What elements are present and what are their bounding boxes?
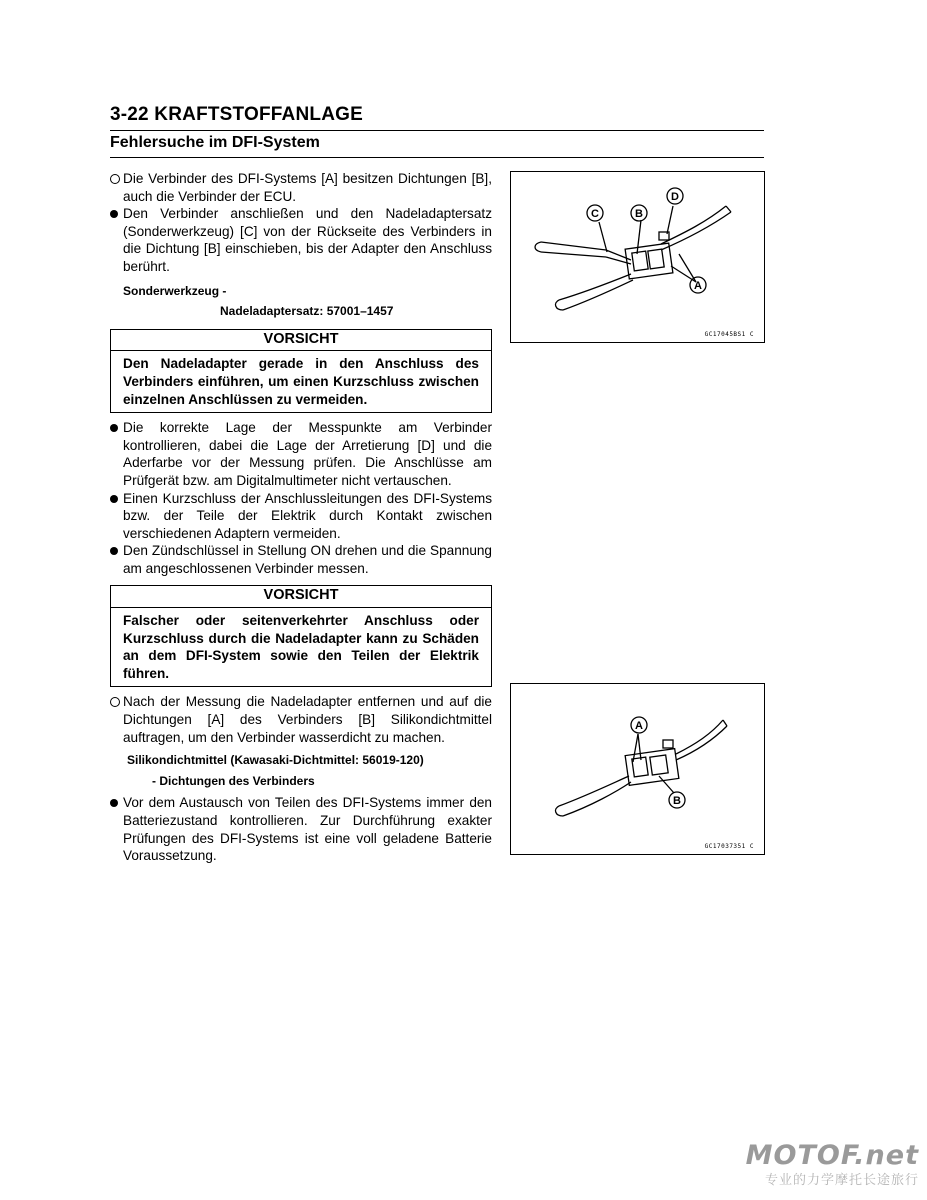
list-item: Einen Kurzschluss der Anschlussleitungen des DFI-Systems bzw. der Teile der Elektrik durch Kontakt zwischen verschiedenen Adaptern vermeiden.: [110, 490, 492, 543]
sealant-note: - Dichtungen des Verbinders: [152, 773, 315, 788]
label-a: A: [635, 720, 643, 732]
figure-code: GC17045BS1 C: [704, 331, 754, 338]
bullet-icon: [110, 542, 123, 560]
open-circle-bullet-icon: [110, 170, 123, 189]
label-a: A: [694, 280, 702, 292]
special-tool-label: Sonderwerkzeug -: [123, 283, 227, 298]
caution-text: Falscher oder seitenverkehrter Anschluss oder Kurzschluss durch die Nadeladapter kann zu Schäden an dem DFI-System sowie den Teilen der Elektrik führen.: [123, 613, 479, 681]
bullet-icon: [110, 794, 123, 812]
label-c: C: [591, 208, 599, 220]
sealant-label: Silikondichtmittel (Kawasaki-Dichtmittel: 56019-120): [127, 753, 424, 768]
caution-box: [110, 329, 492, 413]
figure-connector-needle-adapter: [510, 171, 765, 343]
figure-connector-seals: [510, 683, 765, 855]
subsection-title: Fehlersuche im DFI-System: [110, 134, 764, 158]
caution-box: [110, 585, 492, 687]
label-b: B: [635, 208, 643, 220]
connector-illustration: [511, 172, 764, 342]
bullet-icon: [110, 419, 123, 437]
watermark-logo: MOTOF.net: [745, 1140, 919, 1171]
figure-code: GC17037351 C: [704, 843, 754, 850]
connector-seal-illustration: [511, 684, 764, 854]
list-item: Den Verbinder anschließen und den Nadeladaptersatz (Sonderwerkzeug) [C] von der Rückseite des Verbinders in die Dichtung [B] einschieben, bis der Adapter den Anschluss berührt.: [110, 205, 492, 275]
bullet-icon: [110, 205, 123, 223]
watermark: [746, 1140, 919, 1188]
caution-heading: VORSICHT: [111, 586, 491, 608]
main-text-column: [110, 170, 492, 865]
list-item: Vor dem Austausch von Teilen des DFI-Systems immer den Batteriezustand kontrollieren. Zur Durchführung exakter Prüfungen des DFI-Systems ist eine voll geladene Batterie Voraussetzung.: [110, 794, 492, 864]
special-tool-value: Nadeladaptersatz: 57001–1457: [220, 304, 394, 319]
label-b: B: [673, 795, 681, 807]
list-item: Nach der Messung die Nadeladapter entfernen und auf die Dichtungen [A] des Verbinders [B] Silikondichtmittel auftragen, um den Verbinder wasserdicht zu machen.: [110, 693, 492, 746]
label-d: D: [671, 191, 679, 203]
section-title: 3-22 KRAFTSTOFFANLAGE: [110, 104, 764, 131]
caution-heading: VORSICHT: [111, 330, 491, 352]
caution-text: Den Nadeladapter gerade in den Anschluss des Verbinders einführen, um einen Kurzschluss zwischen einzelnen Anschlüssen zu vermeiden.: [123, 356, 479, 407]
bullet-icon: [110, 490, 123, 508]
list-item: Den Zündschlüssel in Stellung ON drehen und die Spannung am angeschlossenen Verbinder messen.: [110, 542, 492, 577]
open-circle-bullet-icon: [110, 693, 123, 712]
list-item: Die Verbinder des DFI-Systems [A] besitzen Dichtungen [B], auch die Verbinder der ECU.: [110, 170, 492, 205]
watermark-tagline: 专业的力学摩托长途旅行: [764, 1172, 919, 1187]
list-item: Die korrekte Lage der Messpunkte am Verbinder kontrollieren, dabei die Lage der Arretierung [D] und die Aderfarbe vor der Messung prüfen. Die Anschlüsse am Prüfgerät bzw. am Digitalmultimeter nicht vertauschen.: [110, 419, 492, 489]
